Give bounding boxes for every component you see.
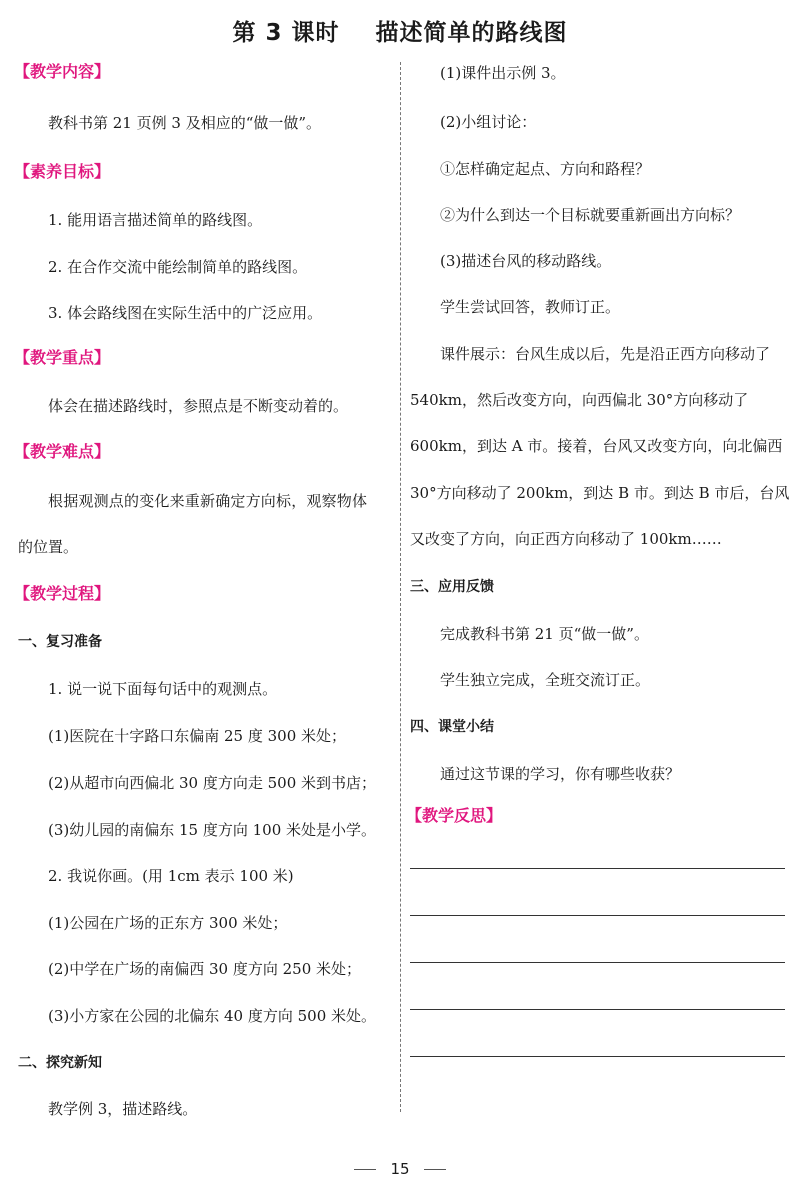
key-text: 体会在描述路线时，参照点是不断变动着的。 — [48, 397, 349, 415]
list-item: (2)小组讨论： — [440, 113, 537, 131]
writing-line — [410, 962, 785, 963]
typhoon-line: 30°方向移动了 200km，到达 B 市。到达 B 市后，台风 — [410, 484, 790, 502]
list-item: (3)幼儿园的南偏东 15 度方向 100 米处是小学。 — [48, 821, 377, 839]
list-item: 1. 说一说下面每句话中的观测点。 — [48, 680, 278, 698]
key-tag: 【教学重点】 — [14, 348, 111, 367]
section-heading: 四、课堂小结 — [410, 719, 494, 735]
difficulty-line: 的位置。 — [18, 538, 79, 556]
page-title — [0, 14, 800, 47]
list-item: 完成教科书第 21 页“做一做”。 — [440, 625, 649, 643]
difficulty-line: 根据观测点的变化来重新确定方向标，观察物体 — [48, 492, 368, 510]
writing-line — [410, 915, 785, 916]
writing-line — [410, 1009, 785, 1010]
typhoon-line: 又改变了方向，向正西方向移动了 100km…… — [410, 530, 722, 548]
process-tag: 【教学过程】 — [14, 584, 111, 603]
list-item: (3)小方家在公园的北偏东 40 度方向 500 米处。 — [48, 1007, 377, 1025]
writing-line — [410, 1056, 785, 1057]
section-heading: 三、应用反馈 — [410, 579, 494, 595]
goal-item: 3. 体会路线图在实际生活中的广泛应用。 — [48, 304, 323, 322]
goal-item: 2. 在合作交流中能绘制简单的路线图。 — [48, 258, 308, 276]
list-item: 教学例 3，描述路线。 — [48, 1100, 198, 1118]
difficulty-tag: 【教学难点】 — [14, 442, 111, 461]
list-item: 2. 我说你画。(用 1cm 表示 100 米) — [48, 867, 294, 885]
typhoon-line: 600km，到达 A 市。接着，台风又改变方向，向北偏西 — [410, 437, 783, 455]
list-item: (1)医院在十字路口东偏南 25 度 300 米处； — [48, 727, 347, 745]
list-item: ②为什么到达一个目标就要重新画出方向标？ — [440, 206, 741, 224]
page-footer — [0, 1160, 800, 1178]
list-item: 学生独立完成，全班交流订正。 — [440, 671, 651, 689]
lesson-topic: 描述简单的路线图 — [375, 20, 568, 46]
goals-tag: 【素养目标】 — [14, 162, 111, 181]
reflection-tag: 【教学反思】 — [406, 806, 503, 825]
typhoon-line: 课件展示：台风生成以后，先是沿正西方向移动了 — [440, 345, 771, 363]
list-item: (3)描述台风的移动路线。 — [440, 252, 612, 270]
typhoon-line: 540km，然后改变方向，向西偏北 30°方向移动了 — [410, 391, 749, 409]
lesson-number: 第 3 课时 — [232, 20, 340, 46]
section-heading: 二、探究新知 — [18, 1055, 102, 1071]
page-number: 15 — [390, 1160, 410, 1178]
list-item: 学生尝试回答，教师订正。 — [440, 298, 621, 316]
goal-item: 1. 能用语言描述简单的路线图。 — [48, 211, 263, 229]
list-item: 通过这节课的学习，你有哪些收获？ — [440, 765, 681, 783]
writing-line — [410, 868, 785, 869]
list-item: (2)从超市向西偏北 30 度方向走 500 米到书店； — [48, 774, 377, 792]
footer-dash — [354, 1169, 376, 1170]
section-heading: 一、复习准备 — [18, 634, 102, 650]
list-item: (2)中学在广场的南偏西 30 度方向 250 米处； — [48, 960, 362, 978]
footer-dash — [424, 1169, 446, 1170]
list-item: (1)公园在广场的正东方 300 米处； — [48, 914, 288, 932]
list-item: ①怎样确定起点、方向和路程？ — [440, 160, 651, 178]
content-text: 教科书第 21 页例 3 及相应的“做一做”。 — [48, 114, 322, 132]
column-divider — [400, 62, 401, 1112]
list-item: (1)课件出示例 3。 — [440, 64, 566, 82]
content-tag: 【教学内容】 — [14, 62, 111, 81]
